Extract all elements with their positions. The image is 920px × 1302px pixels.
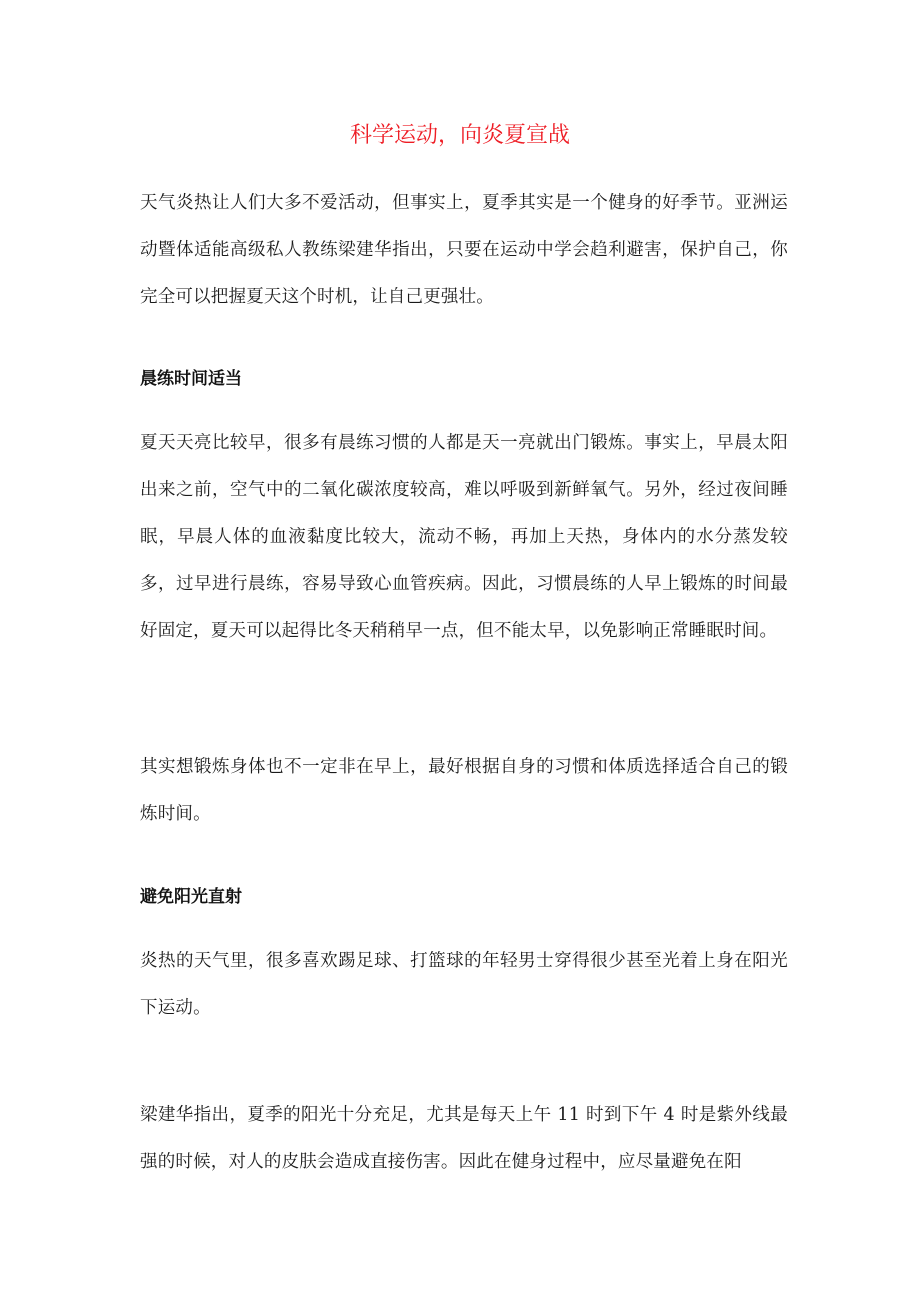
section2-paragraph-2: 梁建华指出，夏季的阳光十分充足，尤其是每天上午 11 时到下午 4 时是紫外线最强的时候，对人的皮肤会造成直接伤害。因此在健身过程中，应尽量避免在阳	[140, 1105, 788, 1172]
section-heading-avoid-sunlight: 避免阳光直射	[140, 887, 242, 907]
section1-paragraph-2: 其实想锻炼身体也不一定非在早上，最好根据自身的习惯和体质选择适合自己的锻炼时间。	[140, 757, 788, 824]
document-title: 科学运动，向炎夏宣战	[349, 123, 570, 148]
section1-paragraph-1: 夏天天亮比较早，很多有晨练习惯的人都是天一亮就出门锻炼。事实上，早晨太阳出来之前，空气中的二氧化碳浓度较高，难以呼吸到新鲜氧气。另外，经过夜间睡眠，早晨人体的血液黏度比较大，流动不畅，再加上天热，身体内的水分蒸发较多，过早进行晨练，容易导致心血管疾病。因此，习惯晨练的人早上锻炼的时间最好固定，夏天可以起得比冬天稍稍早一点，但不能太早，以免影响正常睡眠时间。	[140, 433, 788, 641]
intro-paragraph: 天气炎热让人们大多不爱活动，但事实上，夏季其实是一个健身的好季节。亚洲运动暨体适能高级私人教练梁建华指出，只要在运动中学会趋利避害，保护自己，你完全可以把握夏天这个时机，让自己更强壮。	[140, 193, 788, 307]
section2-paragraph-1: 炎热的天气里，很多喜欢踢足球、打篮球的年轻男士穿得很少甚至光着上身在阳光下运动。	[140, 951, 788, 1018]
section-heading-morning-exercise: 晨练时间适当	[140, 369, 242, 389]
